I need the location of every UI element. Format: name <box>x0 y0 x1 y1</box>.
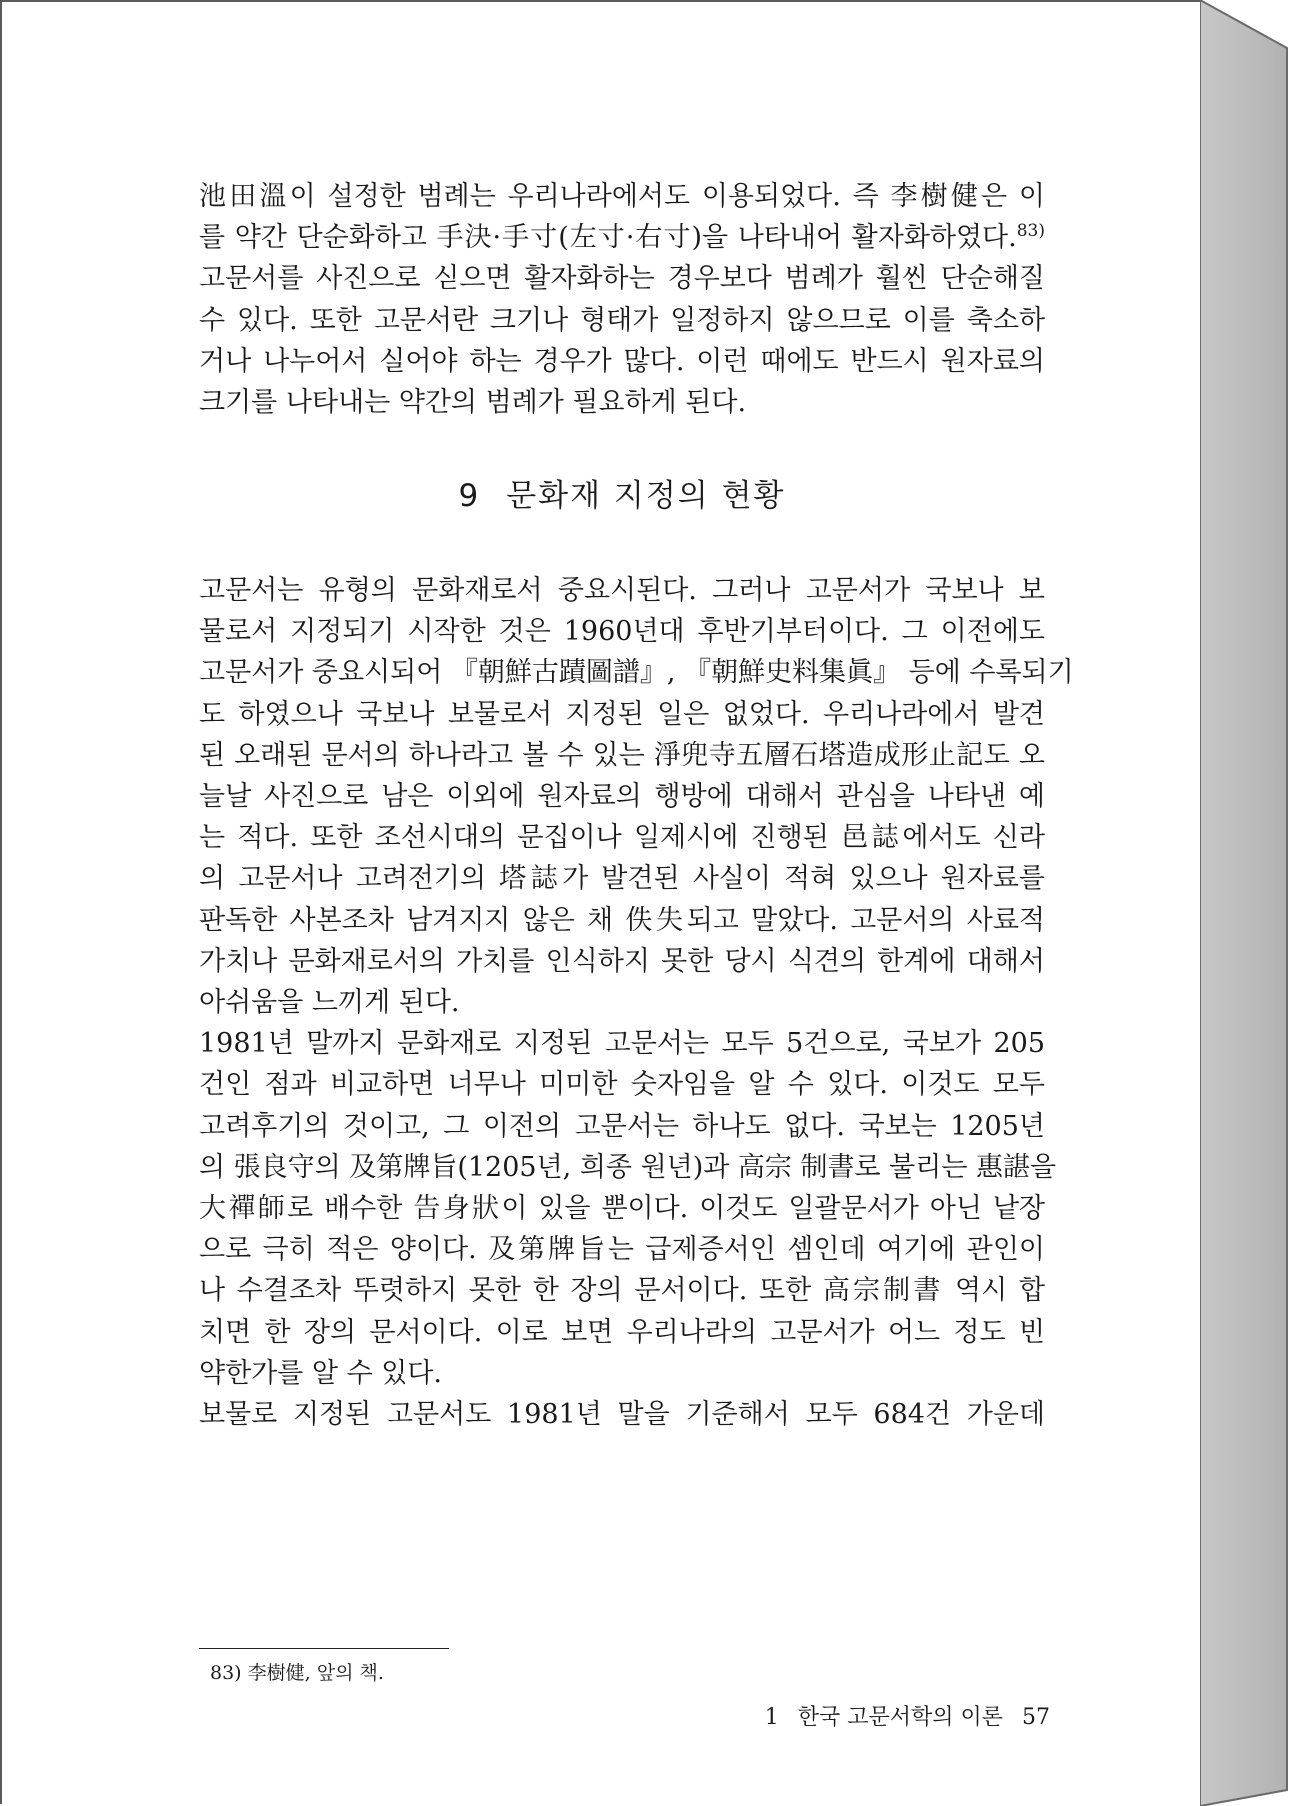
text-line: 의 張良守의 及第牌旨(1205년, 희종 원년)과 高宗 制書로 불리는 惠諶을 <box>199 1151 1057 1183</box>
text-line-with-footnote <box>199 217 1045 258</box>
footnote-text: 李樹健, 앞의 책. <box>247 1662 384 1684</box>
text-line: 池田溫이 설정한 범례는 우리나라에서도 이용되었다. 즉 李樹健은 이 <box>199 181 1045 212</box>
text-line: 도 하였으나 국보나 보물로서 지정된 일은 없었다. 우리나라에서 발견 <box>199 698 1045 730</box>
footer-chapter-number: 1 <box>764 1705 779 1730</box>
paragraph-cultural-heritage <box>199 570 1074 1435</box>
text-line: 고문서를 사진으로 싣으면 활자화하는 경우보다 범례가 훨씬 단순해질 <box>199 263 1045 295</box>
text-line: 크기를 나타내는 약간의 범례가 필요하게 된다. <box>199 387 747 419</box>
running-footer <box>765 1700 1050 1731</box>
text-line: 大禪師로 배수한 告身狀이 있을 뿐이다. 이것도 일괄문서가 아닌 낱장 <box>199 1193 1045 1225</box>
section-title: 문화재 지정의 현황 <box>506 478 786 514</box>
footnote-ref[interactable]: 83) <box>1016 221 1045 242</box>
text-line: 치면 한 장의 문서이다. 이로 보면 우리나라의 고문서가 어느 정도 빈 <box>199 1316 1045 1348</box>
footer-chapter-title: 한국 고문서학의 이론 <box>797 1705 1003 1730</box>
text-line: 약한가를 알 수 있다. <box>199 1357 442 1389</box>
text-line: 건인 점과 비교하면 너무나 미미한 숫자임을 알 수 있다. 이것도 모두 <box>199 1069 1045 1101</box>
page-number: 57 <box>1022 1705 1050 1730</box>
text-line: 늘날 사진으로 남은 이외에 원자료의 행방에 대해서 관심을 나타낸 예 <box>199 781 1045 813</box>
text-line: 보물로 지정된 고문서도 1981년 말을 기준해서 모두 684건 가운데 <box>199 1399 1045 1431</box>
text-line: 아쉬움을 느끼게 된다. <box>199 987 460 1019</box>
text-line: 판독한 사본조차 남겨지지 않은 채 佚失되고 말았다. 고문서의 사료적 <box>199 904 1045 936</box>
text-line: 고문서가 중요시되어 『朝鮮古蹟圖譜』, 『朝鮮史料集眞』 등에 수록되기 <box>199 657 1074 689</box>
text-line: 의 고문서나 고려전기의 塔誌가 발견된 사실이 적혀 있으나 원자료를 <box>199 863 1045 895</box>
footnote-divider <box>199 1648 449 1649</box>
text-line: 된 오래된 문서의 하나라고 볼 수 있는 淨兜寺五層石塔造成形止記도 오 <box>199 739 1045 771</box>
text-line: 가치나 문화재로서의 가치를 인식하지 못한 당시 식견의 한계에 대해서 <box>199 945 1045 977</box>
text-line: 는 적다. 또한 조선시대의 문집이나 일제시에 진행된 邑誌에서도 신라 <box>199 822 1045 854</box>
footnote-83 <box>210 1658 384 1685</box>
text-line: 1981년 말까지 문화재로 지정된 고문서는 모두 5건으로, 국보가 205 <box>199 1028 1045 1060</box>
book-edge-pages <box>1200 0 1297 1806</box>
text-line: 물로서 지정되기 시작한 것은 1960년대 후반기부터이다. 그 이전에도 <box>199 616 1045 648</box>
text-line: 으로 극히 적은 양이다. 及第牌旨는 급제증서인 셈인데 여기에 관인이 <box>199 1234 1045 1266</box>
section-number: 9 <box>458 478 481 514</box>
text-line: 수 있다. 또한 고문서란 크기나 형태가 일정하지 않으므로 이를 축소하 <box>199 304 1045 336</box>
text-line: 를 약간 단순화하고 手決·手寸(左寸·右寸)을 나타내어 활자화하였다. <box>199 222 1017 254</box>
section-heading <box>199 470 1045 515</box>
footnote-label: 83) <box>210 1662 242 1684</box>
paragraph-legend <box>199 176 1045 423</box>
text-line: 거나 나누어서 실어야 하는 경우가 많다. 이런 때에도 반드시 원자료의 <box>199 345 1045 377</box>
text-line: 고려후기의 것이고, 그 이전의 고문서는 하나도 없다. 국보는 1205년 <box>199 1110 1045 1142</box>
text-line: 고문서는 유형의 문화재로서 중요시된다. 그러나 고문서가 국보나 보 <box>199 575 1045 606</box>
text-line: 나 수결조차 뚜렷하지 못한 한 장의 문서이다. 또한 高宗制書 역시 합 <box>199 1275 1045 1307</box>
